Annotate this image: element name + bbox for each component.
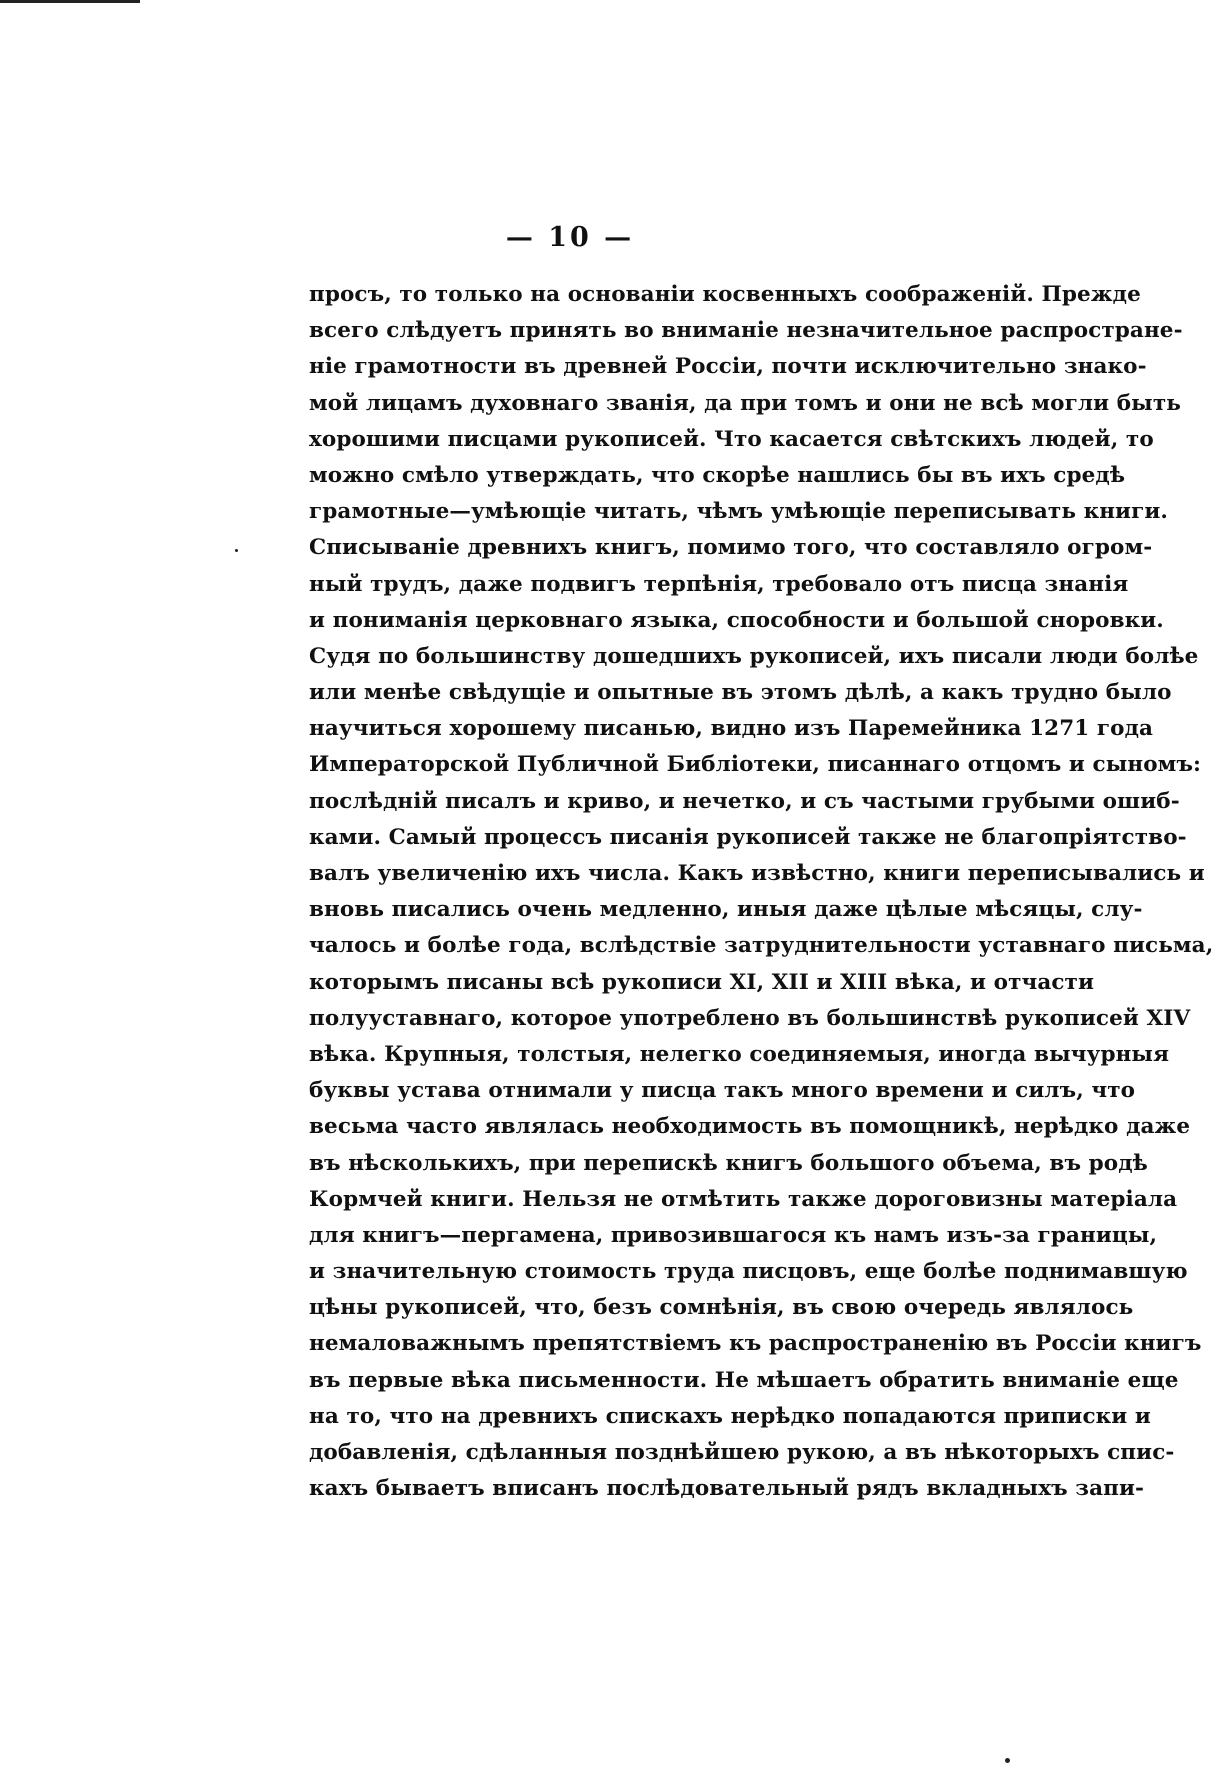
text-line: буквы устава отнимали у писца такъ много времени и силъ, что [309, 1078, 1136, 1104]
scan-edge-mark [0, 0, 140, 3]
text-line: научиться хорошему писанью, видно изъ Паремейника 1271 года [309, 716, 1154, 742]
text-line: просъ, то только на основанiи косвенныхъ соображенiй. Прежде [309, 282, 1141, 307]
text-line: Императорской Публичной Библiотеки, писаннаго отцомъ и сыномъ: [309, 752, 1202, 778]
scan-speck [1005, 1758, 1010, 1763]
text-line: всего слѣдуетъ принять во вниманiе незначительное распростране- [309, 318, 1183, 344]
text-line: ками. Самый процессъ писанiя рукописей также не благопрiятство- [309, 824, 1187, 850]
text-line: кахъ бываетъ вписанъ послѣдовательный рядъ вкладныхъ запи- [309, 1476, 1145, 1502]
text-line: въ нѣсколькихъ, при перепискѣ книгъ большого объема, въ родѣ [309, 1150, 1148, 1176]
body-text [309, 277, 1213, 1507]
text-line: цѣны рукописей, что, безъ сомнѣнiя, въ свою очередь являлось [309, 1295, 1134, 1321]
text-line: послѣднiй писалъ и криво, и нечетко, и съ частыми грубыми ошиб- [309, 788, 1180, 814]
text-line: ный трудъ, даже подвигъ терпѣнiя, требовало отъ писца знанiя [309, 571, 1129, 597]
text-line: въ первые вѣка письменности. Не мѣшаетъ обратить вниманiе еще [309, 1367, 1179, 1393]
text-line: для книгъ—пергамена, привозившагося къ намъ изъ-за границы, [309, 1222, 1158, 1248]
text-line: на то, что на древнихъ спискахъ нерѣдко попадаются приписки и [309, 1403, 1151, 1429]
text-line: грамотные—умѣющiе читать, чѣмъ умѣющiе переписывать книги. [309, 499, 1169, 525]
text-line: вѣка. Крупныя, толстыя, нелегко соединяемыя, иногда вычурныя [309, 1041, 1170, 1067]
text-line: мой лицамъ духовнаго званiя, да при томъ и они не всѣ могли быть [309, 390, 1181, 416]
text-line: Кормчей книги. Нельзя не отмѣтить также дороговизны матерiала [309, 1186, 1178, 1212]
text-line: можно смѣло утверждать, что скорѣе нашлись бы въ ихъ средѣ [309, 462, 1126, 488]
text-line: добавленiя, сдѣланныя позднѣйшею рукою, а въ нѣкоторыхъ спис- [309, 1440, 1175, 1465]
text-line: и значительную стоимость труда писцовъ, еще болѣе поднимавшую [309, 1259, 1188, 1285]
text-line: вновь писались очень медленно, иныя даже цѣлые мѣсяцы, слу- [309, 897, 1143, 923]
text-line: нiе грамотности въ древней Россiи, почти исключительно знако- [309, 354, 1147, 380]
page-number: — 10 — [505, 222, 635, 253]
scan-speck [235, 549, 238, 552]
text-line: полууставнаго, которое употреблено въ большинствѣ рукописей XIV [309, 1005, 1191, 1031]
text-line: Судя по большинству дошедшихъ рукописей, ихъ писали люди болѣе [309, 643, 1199, 669]
text-line: валъ увеличенiю ихъ числа. Какъ извѣстно, книги переписывались и [309, 861, 1205, 886]
text-line: которымъ писаны всѣ рукописи XI, XII и XIII вѣка, и отчасти [309, 969, 1095, 995]
text-line: весьма часто являлась необходимость въ помощникѣ, нерѣдко даже [309, 1114, 1191, 1140]
text-line: немаловажнымъ препятствiемъ къ распространенiю въ Россiи книгъ [309, 1331, 1202, 1357]
text-line: Списыванiе древнихъ книгъ, помимо того, что составляло огром- [309, 535, 1153, 561]
text-line: или менѣе свѣдущiе и опытные въ этомъ дѣлѣ, а какъ трудно было [309, 680, 1172, 706]
text-line: и пониманiя церковнаго языка, способности и большой сноровки. [309, 607, 1164, 633]
text-line: хорошими писцами рукописей. Что касается свѣтскихъ людей, то [309, 426, 1154, 452]
text-line: чалось и болѣе года, вслѣдствiе затруднительности уставнаго письма, [309, 933, 1213, 959]
